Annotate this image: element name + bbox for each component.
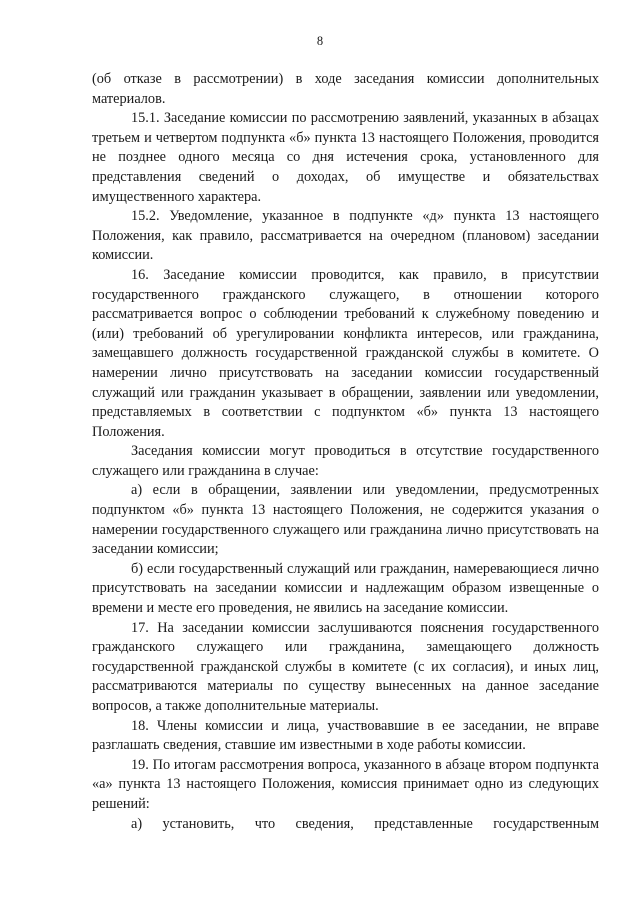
paragraph-absence: Заседания комиссии могут проводиться в отсутствие государственного служащего или гражданина в случае: xyxy=(92,443,599,479)
paragraph-16: 16. Заседание комиссии проводится, как правило, в присутствии государственного гражданского служащего, в отношении которого рассматривается вопрос о соблюдении требований к служебному поведению и (или) требований об урегулировании конфликта интересов, или гражданина, замещавшего должность государственной гражданской службы в комитете. О намерении лично присутствовать на заседании комиссии государственный служащий или гражданин указывает в обращении, заявлении или уведомлении, представляемых в соответствии с подпунктом «б» пункта 13 настоящего Положения. xyxy=(92,266,599,440)
paragraph-item-a: а) если в обращении, заявлении или уведомлении, предусмотренных подпунктом «б» пункта 13 настоящего Положения, не содержится указания о намерении государственного служащего или гражданина лично присутствовать на заседании комиссии; xyxy=(92,482,599,558)
paragraph-continuation: (об отказе в рассмотрении) в ходе заседания комиссии дополнительных материалов. xyxy=(92,71,599,107)
page-number: 8 xyxy=(316,34,324,48)
paragraph-15-2: 15.2. Уведомление, указанное в подпункте «д» пункта 13 настоящего Положения, как правило, рассматривается на очередном (плановом) заседании комиссии. xyxy=(92,208,599,264)
paragraph-18: 18. Члены комиссии и лица, участвовавшие в ее заседании, не вправе разглашать сведения, ставшие им известными в ходе работы комиссии. xyxy=(92,717,599,754)
paragraph-19-item-a: а) установить, что сведения, представленные государственным xyxy=(131,815,599,832)
paragraph-item-b: б) если государственный служащий или гражданин, намеревающиеся лично присутствовать на заседании комиссии и надлежащим образом извещенные о времени и месте его проведения, не явились на заседание комиссии. xyxy=(92,560,599,617)
paragraph-19: 19. По итогам рассмотрения вопроса, указанного в абзаце втором подпункта «а» пункта 13 настоящего Положения, комиссия принимает одно из следующих решений: xyxy=(92,756,599,812)
document-body xyxy=(92,70,599,834)
paragraph-17: 17. На заседании комиссии заслушиваются пояснения государственного гражданского служащего или гражданина, замещающего должность государственной гражданской службы в комитете (с их согласия), и иных лиц, рассматриваются материалы по существу вынесенных на данное заседание вопросов, а также дополнительные материалы. xyxy=(92,619,599,714)
paragraph-15-1: 15.1. Заседание комиссии по рассмотрению заявлений, указанных в абзацах третьем и четвертом подпункта «б» пункта 13 настоящего Положения, проводится не позднее одного месяца со дня истечения срока, установленного для представления сведений о доходах, об имуществе и обязательствах имущественного характера. xyxy=(92,110,599,205)
